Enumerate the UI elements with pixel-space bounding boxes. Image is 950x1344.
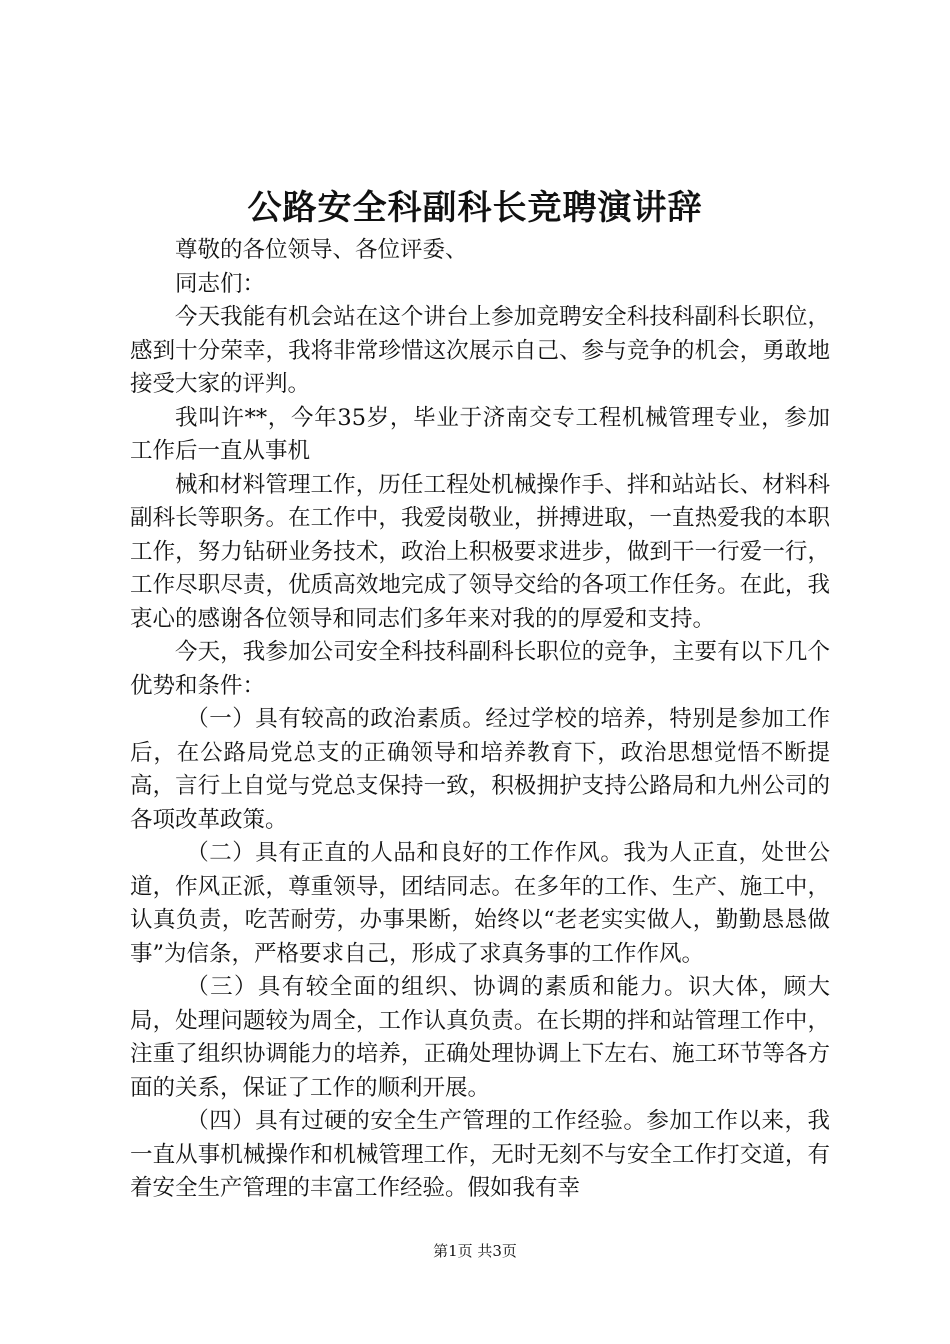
- document-body: [130, 234, 830, 1206]
- paragraph-advantage-4: （四）具有过硬的安全生产管理的工作经验。参加工作以来，我一直从事机械操作和机械管理工作，无时无刻不与安全工作打交道，有着安全生产管理的丰富工作经验。假如我有幸: [130, 1108, 830, 1201]
- salutation-line-1: 尊敬的各位领导、各位评委、: [175, 237, 468, 263]
- paragraph-self-intro: 我叫许**，今年35岁，毕业于济南交专工程机械管理专业，参加工作后一直从事机: [130, 404, 830, 464]
- paragraph-advantage-2: （二）具有正直的人品和良好的工作作风。我为人正直，处世公道，作风正派，尊重领导，团结同志。在多年的工作、生产、施工中，认真负责，吃苦耐劳，办事果断，始终以“老老实实做人，勤勤恳恳做事”为信条，严格要求自己，形成了求真务事的工作作风。: [130, 840, 830, 967]
- paragraph-advantage-3: （三）具有较全面的组织、协调的素质和能力。识大体，顾大局，处理问题较为周全，工作认真负责。在长期的拌和站管理工作中，注重了组织协调能力的培养，正确处理协调上下左右、施工环节等各方面的关系，保证了工作的顺利开展。: [130, 974, 830, 1101]
- page-footer: 第1页 共3页: [433, 1242, 517, 1260]
- paragraph-advantage-1: （一）具有较高的政治素质。经过学校的培养，特别是参加工作后，在公路局党总支的正确领导和培养教育下，政治思想觉悟不断提高，言行上自觉与党总支保持一致，积极拥护支持公路局和九州公司的各项改革政策。: [130, 706, 830, 833]
- document-title: 公路安全科副科长竞聘演讲辞: [247, 188, 703, 228]
- paragraph-opening: 今天我能有机会站在这个讲台上参加竞聘安全科技科副科长职位，感到十分荣幸，我将非常珍惜这次展示自己、参与竞争的机会，勇敢地接受大家的评判。: [130, 304, 830, 397]
- salutation-line-2: 同志们：: [175, 270, 266, 297]
- paragraph-advantages-intro: 今天，我参加公司安全科技科副科长职位的竞争，主要有以下几个优势和条件：: [130, 639, 830, 699]
- paragraph-career: 械和材料管理工作，历任工程处机械操作手、拌和站站长、材料科副科长等职务。在工作中，我爱岗敬业，拼搏进取，一直热爱我的本职工作，努力钻研业务技术，政治上积极要求进步，做到干一行爱一行，工作尽职尽责，优质高效地完成了领导交给的各项工作任务。在此，我衷心的感谢各位领导和同志们多年来对我的的厚爱和支持。: [130, 471, 830, 632]
